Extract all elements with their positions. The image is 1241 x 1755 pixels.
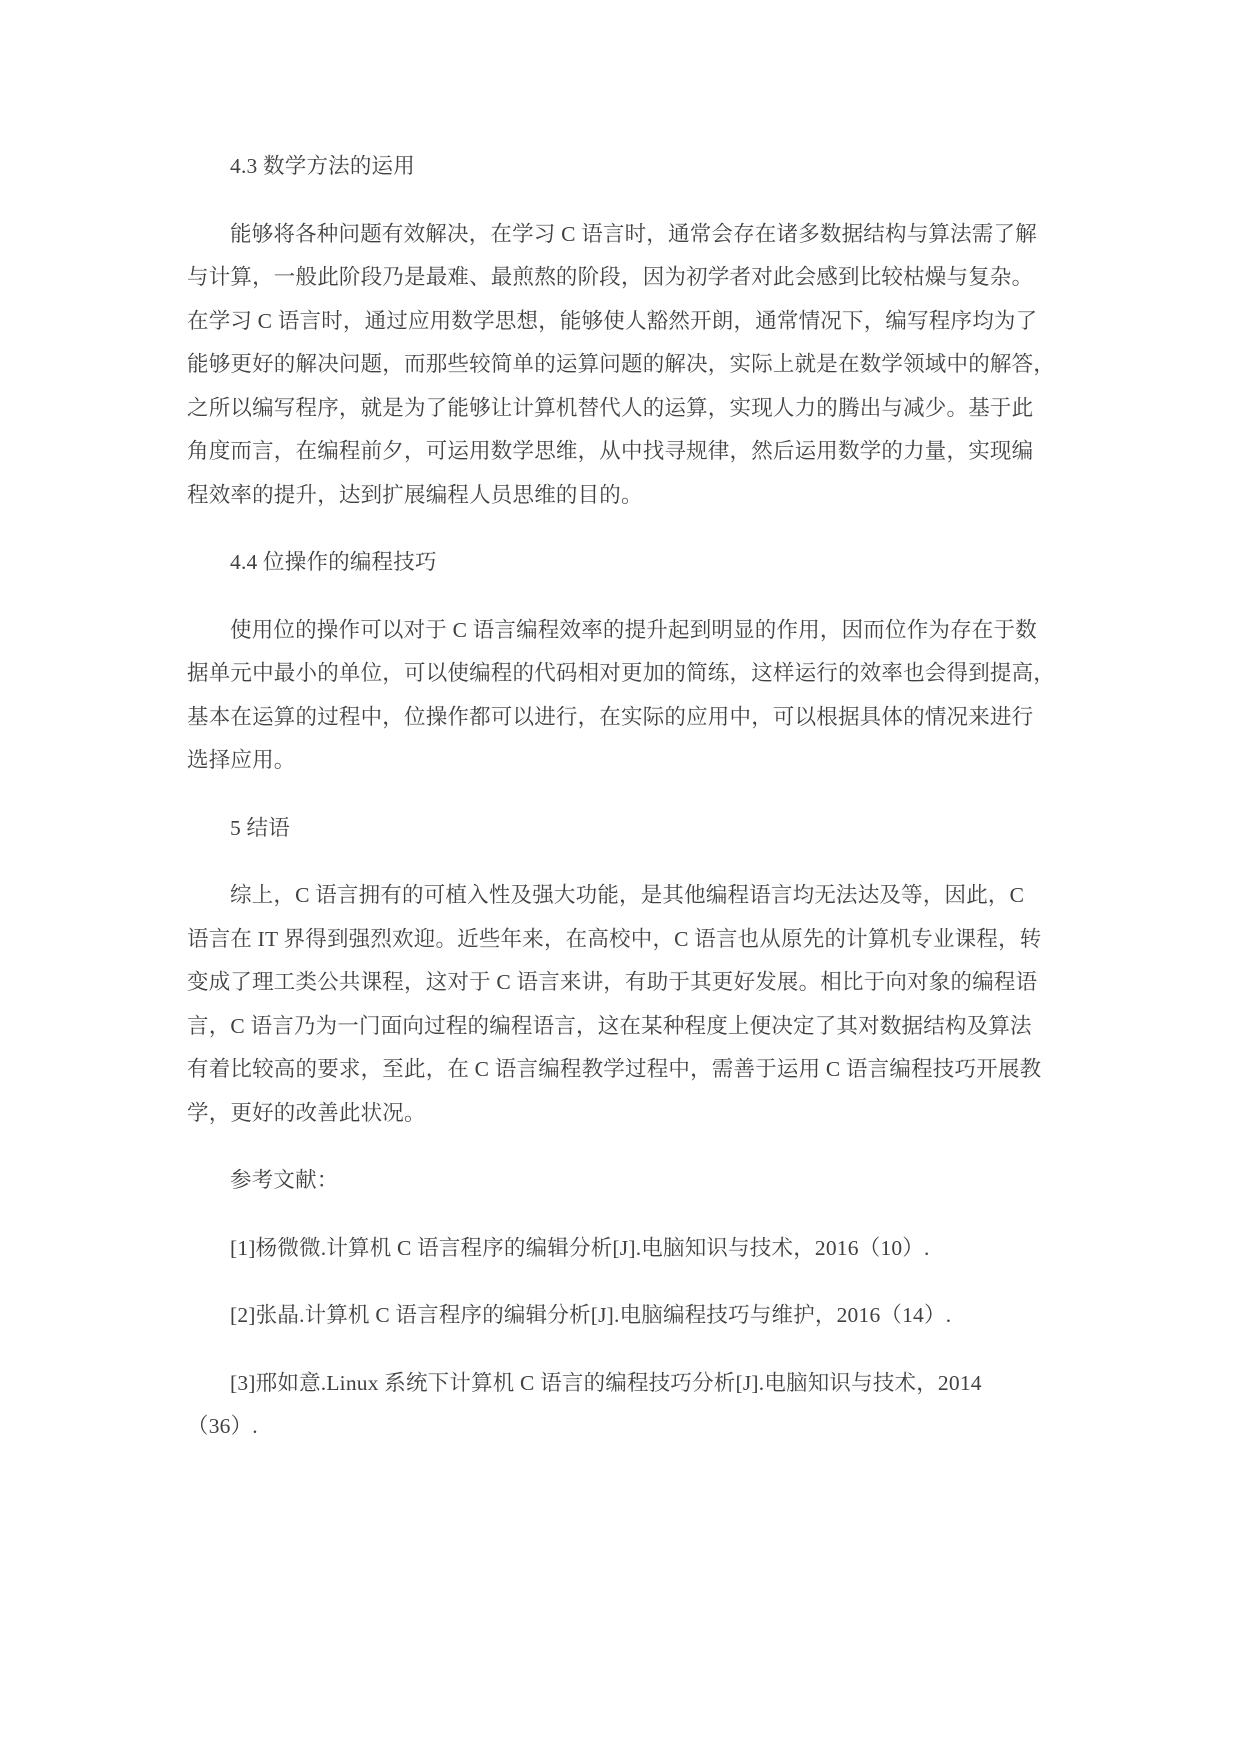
text-line: 在学习 C 语言时，通过应用数学思想，能够使人豁然开朗，通常情况下，编写程序均为了 <box>187 308 1038 333</box>
reference-text: [3]邢如意.Linux 系统下计算机 C 语言的编程技巧分析[J].电脑知识与技术，2014 <box>230 1370 982 1395</box>
text-line: 使用位的操作可以对于 C 语言编程效率的提升起到明显的作用，因而位作为存在于数 <box>230 617 1037 642</box>
reference-item-3 <box>187 1362 1071 1449</box>
text-line: 变成了理工类公共课程，这对于 C 语言来讲，有助于其更好发展。相比于向对象的编程语 <box>187 970 1038 994</box>
paragraph-math-methods <box>187 213 1071 518</box>
heading-text: 参考文献： <box>230 1168 339 1192</box>
text-line: 语言在 IT 界得到强烈欢迎。近些年来，在高校中，C 语言也从原先的计算机专业课程，转 <box>187 926 1042 951</box>
text-line: 言，C 语言乃为一门面向过程的编程语言，这在某种程度上便决定了其对数据结构及算法 <box>187 1013 1032 1038</box>
text-line: 与计算，一般此阶段乃是最难、最煎熬的阶段，因为初学者对此会感到比较枯燥与复杂。 <box>187 265 1034 289</box>
heading-text: 4.4 位操作的编程技巧 <box>230 550 437 574</box>
reference-text: [2]张晶.计算机 C 语言程序的编辑分析[J].电脑编程技巧与维护，2016（14）. <box>230 1303 952 1327</box>
paragraph-bit-operations <box>187 609 1071 783</box>
section-heading-references <box>187 1159 1071 1203</box>
text-line: 之所以编写程序，就是为了能够让计算机替代人的运算，实现人力的腾出与减少。基于此 <box>187 395 1034 420</box>
heading-text: 4.3 数学方法的运用 <box>230 154 415 178</box>
text-line: 综上，C 语言拥有的可植入性及强大功能，是其他编程语言均无法达及等，因此，C <box>230 883 1025 907</box>
text-line: 学，更好的改善此状况。 <box>187 1100 426 1125</box>
reference-item-2 <box>187 1294 1071 1338</box>
section-heading-4-4 <box>187 541 1071 585</box>
heading-text: 5 结语 <box>230 815 290 840</box>
reference-text: [1]杨微微.计算机 C 语言程序的编辑分析[J].电脑知识与技术，2016（10）. <box>230 1235 930 1260</box>
section-heading-4-3 <box>187 145 1071 189</box>
reference-text: （36）. <box>187 1414 258 1438</box>
section-heading-5 <box>187 807 1071 851</box>
text-line: 据单元中最小的单位，可以使编程的代码相对更加的简练，这样运行的效率也会得到提高， <box>187 661 1056 685</box>
reference-item-1 <box>187 1227 1071 1271</box>
text-line: 基本在运算的过程中，位操作都可以进行，在实际的应用中，可以根据具体的情况来进行 <box>187 704 1034 729</box>
paragraph-conclusion <box>187 874 1071 1135</box>
text-line: 能够更好的解决问题，而那些较简单的运算问题的解决，实际上就是在数学领域中的解答， <box>187 352 1056 376</box>
text-line: 有着比较高的要求，至此，在 C 语言编程教学过程中，需善于运用 C 语言编程技巧开展教 <box>187 1057 1042 1081</box>
text-line: 程效率的提升，达到扩展编程人员思维的目的。 <box>187 482 643 507</box>
text-line: 角度而言，在编程前夕，可运用数学思维，从中找寻规律，然后运用数学的力量，实现编 <box>187 439 1034 463</box>
text-line: 选择应用。 <box>187 748 296 772</box>
text-line: 能够将各种问题有效解决，在学习 C 语言时，通常会存在诸多数据结构与算法需了解 <box>230 221 1037 246</box>
